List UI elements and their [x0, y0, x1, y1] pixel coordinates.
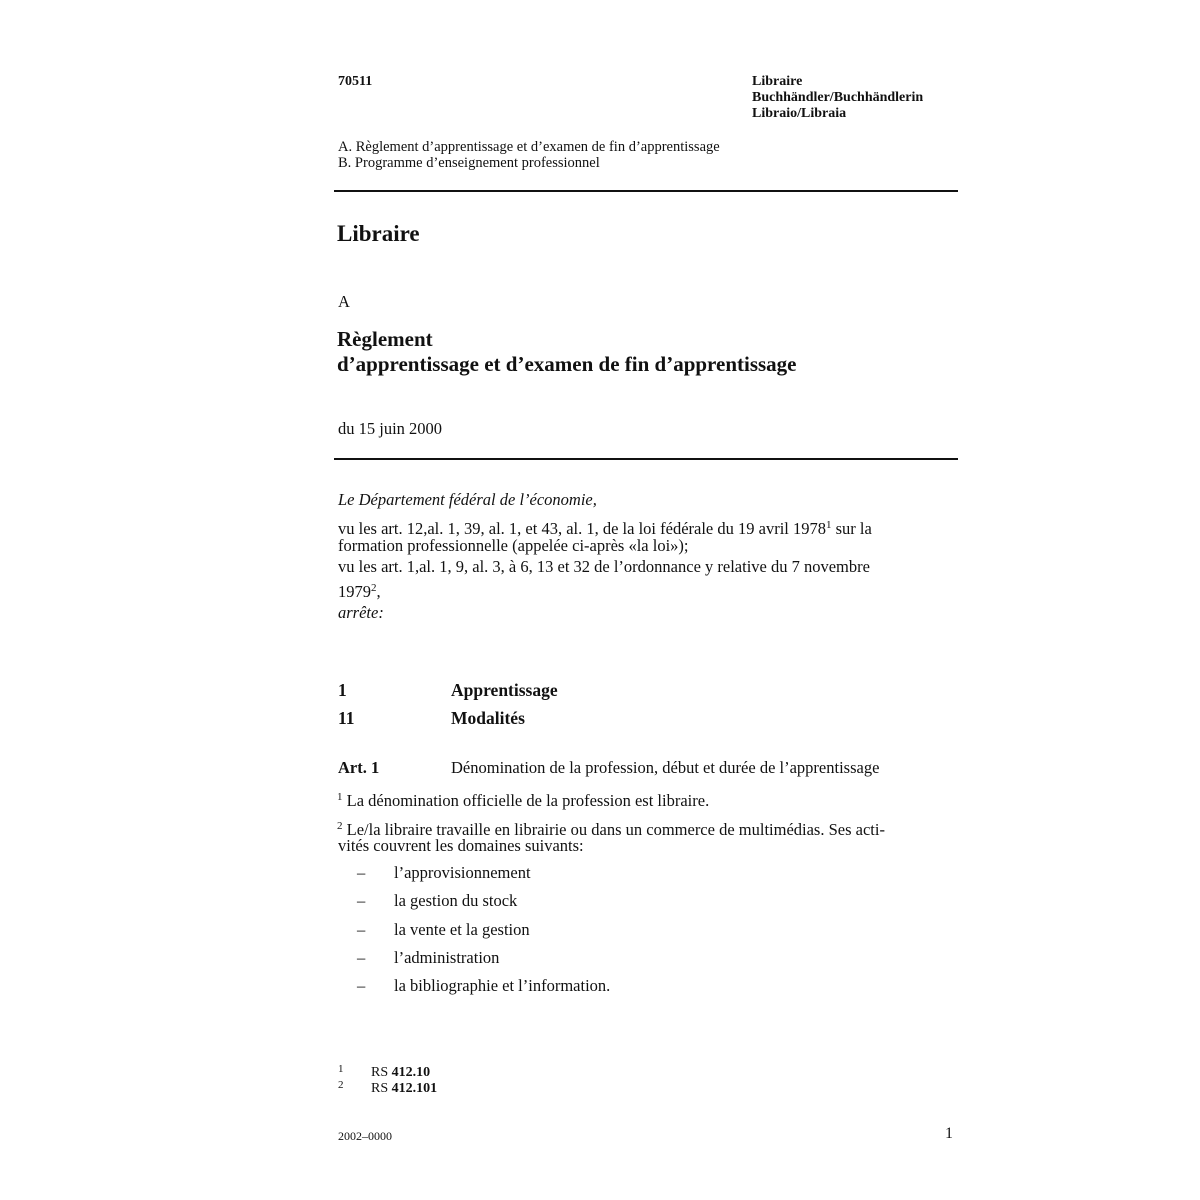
preamble-line-2: formation professionnelle (appelée ci-après «la loi»);: [338, 536, 689, 555]
issuing-authority: Le Département fédéral de l’économie,: [338, 490, 597, 509]
list-item-text: l’approvisionnement: [394, 863, 531, 882]
paragraph-2-number: 2: [337, 820, 343, 832]
footnote-number-2: 2: [338, 1079, 344, 1091]
preamble-line-4a: 1979: [338, 582, 371, 601]
regulation-date: du 15 juin 2000: [338, 419, 443, 438]
regulation-heading: [337, 327, 797, 377]
paragraph-1-number: 1: [337, 791, 343, 803]
list-item-text: la bibliographie et l’information.: [394, 976, 611, 995]
list-item: [0, 976, 1200, 996]
table-of-contents: [338, 139, 720, 171]
document-title-block: [752, 74, 923, 122]
preamble-line-1b: sur la: [831, 519, 872, 538]
list-item: [0, 920, 1200, 940]
decree-word: arrête:: [338, 603, 384, 622]
paragraph-1: [337, 787, 709, 811]
section-number-11: 11: [338, 708, 355, 728]
list-item: [0, 891, 1200, 911]
list-dash: –: [357, 948, 366, 967]
list-item-text: la gestion du stock: [394, 891, 518, 910]
middle-divider: [334, 458, 958, 460]
footnote-ref-1[interactable]: 1: [826, 519, 832, 531]
list-item-text: l’administration: [394, 948, 500, 967]
list-item: [0, 863, 1200, 883]
preamble-line-4: [338, 578, 381, 602]
paragraph-2-line1: Le/la libraire travaille en librairie ou dans un commerce de multimédias. Ses acti-: [346, 820, 885, 839]
paragraph-1-text: La dénomination officielle de la profession est libraire.: [346, 791, 710, 810]
part-letter: A: [338, 292, 350, 311]
footnote-text-1: [371, 1065, 430, 1081]
article-label: Art. 1: [338, 758, 380, 777]
list-dash: –: [357, 920, 366, 939]
footnote-ref-2[interactable]: 2: [371, 582, 377, 594]
preamble-line-3: vu les art. 1,al. 1, 9, al. 3, à 6, 13 et 32 de l’ordonnance y relative du 7 novembre: [338, 557, 870, 576]
footnote-prefix-1: RS: [371, 1065, 392, 1080]
toc-item-b: B. Programme d’enseignement professionnel: [338, 155, 600, 171]
list-dash: –: [357, 976, 366, 995]
regulation-heading-line2: d’apprentissage et d’examen de fin d’apprentissage: [337, 352, 797, 376]
footer-code: 2002–0000: [338, 1129, 392, 1143]
document-number: 70511: [338, 74, 373, 89]
list-item: [0, 948, 1200, 968]
paragraph-2-line2: vités couvrent les domaines suivants:: [338, 836, 584, 855]
article-title: Dénomination de la profession, début et durée de l’apprentissage: [451, 758, 880, 777]
top-divider: [334, 190, 958, 192]
footnote-prefix-2: RS: [371, 1081, 392, 1096]
list-dash: –: [357, 863, 366, 882]
section-title-11: Modalités: [451, 708, 525, 728]
section-title-1: Apprentissage: [451, 680, 558, 700]
footnote-ref-number-1: 412.10: [391, 1065, 431, 1080]
title-line-de: Buchhändler/Buchhändlerin: [752, 90, 924, 105]
list-item-text: la vente et la gestion: [394, 920, 530, 939]
section-number-1: 1: [338, 680, 347, 700]
preamble-line-1a: vu les art. 12,al. 1, 39, al. 1, et 43, al. 1, de la loi fédérale du 19 avril 1978: [338, 519, 826, 538]
footnote-ref-number-2: 412.101: [391, 1081, 438, 1096]
title-line-fr: Libraire: [752, 74, 803, 89]
footnote-text-2: [371, 1081, 437, 1097]
list-dash: –: [357, 891, 366, 910]
page-title: Libraire: [337, 221, 420, 246]
page-number: 1: [945, 1125, 953, 1142]
footnote-number-1: 1: [338, 1063, 344, 1075]
regulation-heading-line1: Règlement: [337, 327, 433, 351]
toc-item-a: A. Règlement d’apprentissage et d’examen de fin d’apprentissage: [338, 139, 720, 155]
title-line-it: Libraio/Libraia: [752, 106, 847, 121]
preamble-line-4b: ,: [376, 582, 381, 601]
